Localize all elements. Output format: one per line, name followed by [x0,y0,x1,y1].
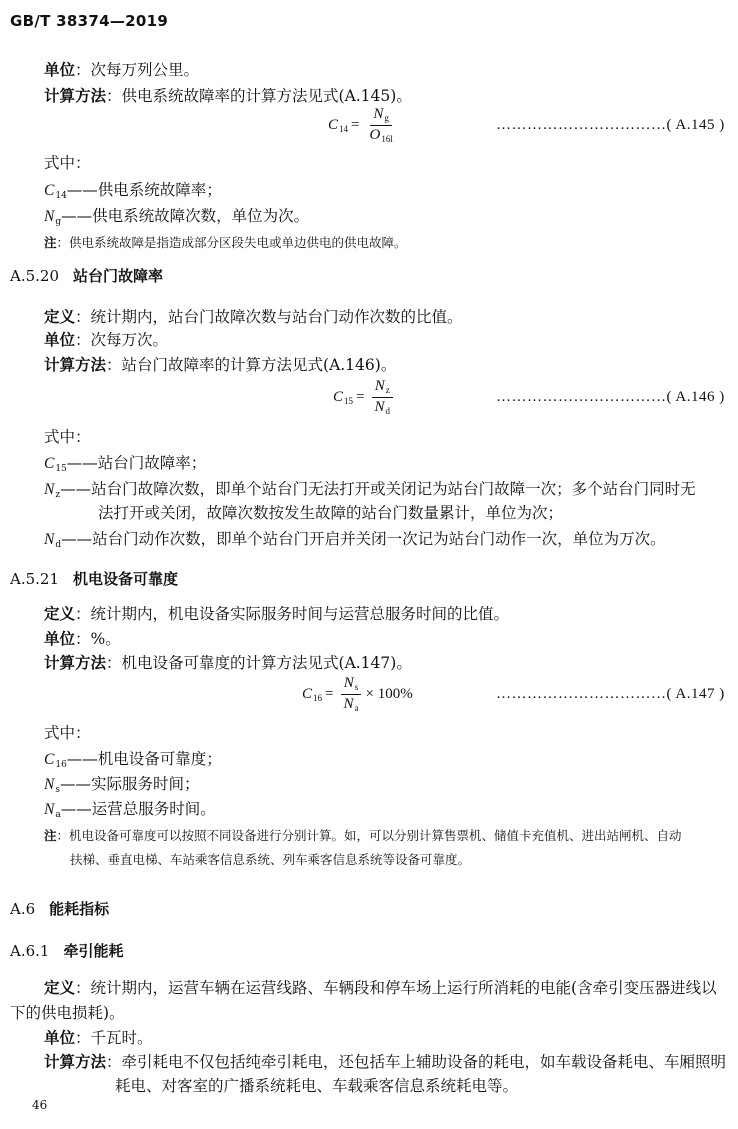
def-sub: 14 [55,191,67,201]
definition-line [44,602,509,624]
definition-continuation: 下的供电损耗)。 [10,1004,125,1022]
denominator-symbol: N [343,696,354,712]
method-text: ：牵引耗电不仅包括纯牵引耗电，还包括车上辅助设备的耗电，如车载设备耗电、车厢照明 [106,1053,727,1071]
method-line [44,1050,726,1072]
section-heading [10,265,163,286]
method-label: 计算方法 [44,87,107,105]
method-continuation: 耗电、对客室的广播系统耗电、车载乘客信息系统耗电等。 [115,1077,519,1095]
formula-lhs-sub: 16 [313,692,323,703]
definition-row [44,527,666,549]
def-symbol: N [44,776,55,793]
def-symbol: N [44,208,55,225]
definition-text: ：统计期内，机电设备实际服务时间与运营总服务时间的比值。 [75,605,510,623]
denominator-sub: d [385,406,390,416]
definition-line [44,305,463,327]
where-label: 式中： [44,724,91,742]
section-title: 站台门故障率 [73,267,164,285]
leader-dots: …………………………… [496,117,667,133]
method-line [44,651,412,673]
def-text: ——站台门故障率； [66,454,207,472]
numerator-symbol: N [343,675,354,691]
leader-dots: …………………………… [496,389,667,405]
section-title: 机电设备可靠度 [73,570,179,588]
leader-dots: …………………………… [496,686,667,702]
definition-row [44,178,222,200]
def-sub: g [55,217,62,227]
def-symbol: N [44,481,55,498]
formula-fraction [366,106,395,145]
page-number: 46 [32,1098,48,1112]
note-continuation: 扶梯、垂直电梯、车站乘客信息系统、列车乘客信息系统等设备可靠度。 [70,852,471,867]
definition-row [44,797,216,819]
def-symbol: C [44,751,55,768]
method-label: 计算方法 [44,654,107,672]
equation-label: ( A.145 ) [666,117,725,133]
formula-lhs-sub: 14 [339,123,349,134]
definition-text: ：统计期内，站台门故障次数与站台门动作次数的比值。 [75,308,463,326]
unit-text: ：%。 [75,630,121,648]
def-sub: s [55,785,60,795]
definition-label: 定义 [44,308,76,326]
def-text: ——实际服务时间； [59,775,200,793]
unit-line [44,627,121,649]
section-number: A.6.1 [10,942,50,960]
section-number: A.6 [10,900,36,918]
unit-line [44,58,199,80]
numerator-symbol: N [373,106,384,122]
definition-label: 定义 [44,605,76,623]
section-number: A.5.20 [10,267,59,285]
def-sub: 15 [55,464,67,474]
numerator-sub: z [385,385,390,395]
equation-label: ( A.147 ) [666,686,725,702]
definition-row [44,747,222,769]
method-text: ：供电系统故障率的计算方法见式(A.145)。 [106,87,412,105]
def-text: ——供电系统故障次数，单位为次。 [61,207,310,225]
note-label: 注 [44,235,57,250]
section-title: 牵引能耗 [63,942,124,960]
unit-text: ：千瓦时。 [75,1029,153,1047]
denominator-symbol: O [369,127,381,143]
where-label: 式中： [44,428,91,446]
formula-lhs-sub: 15 [344,395,354,406]
method-label: 计算方法 [44,356,107,374]
formula-lhs: C [328,117,339,133]
unit-line [44,328,168,350]
definition-continuation: 法打开或关闭，故障次数按发生故障的站台门数量累计，单位为次； [98,504,564,522]
unit-label: 单位 [44,331,76,349]
note-text: ：机电设备可靠度可以按照不同设备进行分别计算。如，可以分别计算售票机、储值卡充值机、进出站闸机、自动 [56,828,682,843]
def-sub: 16 [55,760,67,770]
unit-text: ：次每万次。 [75,331,169,349]
definition-row [44,477,696,499]
where-label: 式中： [44,154,91,172]
equation-number [496,389,725,406]
method-text: ：站台门故障率的计算方法见式(A.146)。 [106,356,397,374]
denominator-sub: 16l [381,134,393,144]
def-sub: d [55,540,62,550]
equation-number [496,686,725,703]
method-line [44,84,412,106]
formula-fraction [340,675,361,714]
formula-multiplier: × 100% [365,686,413,702]
unit-line [44,1026,153,1048]
section-heading [10,898,109,919]
section-title: 能耗指标 [49,900,110,918]
def-text: ——站台门故障次数，即单个站台门无法打开或关闭记为站台门故障一次；多个站台门同时无 [60,480,696,498]
method-line [44,353,396,375]
denominator-sub: a [354,703,359,713]
document-id: GB/T 38374—2019 [10,12,169,30]
method-label: 计算方法 [44,1053,107,1071]
unit-label: 单位 [44,61,76,79]
numerator-sub: g [384,113,389,123]
method-text: ：机电设备可靠度的计算方法见式(A.147)。 [106,654,412,672]
def-symbol: N [44,531,55,548]
definition-row [44,204,309,226]
definition-text: ：统计期内，运营车辆在运营线路、车辆段和停车场上运行所消耗的电能(含牵引变压器进线以 [75,979,717,997]
section-number: A.5.21 [10,570,59,588]
unit-text: ：次每万列公里。 [75,61,200,79]
definition-row [44,772,199,794]
note-label: 注 [44,828,57,843]
formula-fraction [371,378,393,417]
def-text: ——供电系统故障率； [66,181,222,199]
formula-a146: C 15 = $\frac{N_z}{N_d}$ [333,378,397,417]
equation-label: ( A.146 ) [666,389,725,405]
def-sub: a [55,810,61,820]
numerator-symbol: N [374,378,385,394]
formula-lhs: C [333,389,344,405]
def-symbol: C [44,182,55,199]
definition-row [44,451,206,473]
definition-label: 定义 [44,979,76,997]
unit-label: 单位 [44,630,76,648]
section-heading [10,940,123,961]
formula-a147: C 16 = $\frac{N_s}{N_a}$ × 100% [302,675,413,713]
formula-a145: C 14 = $\frac{N_g}{O_{16l}}$ [328,106,400,145]
formula-lhs: C [302,686,313,702]
def-text: ——运营总服务时间。 [60,800,216,818]
def-sub: z [55,490,61,500]
equation-number [496,117,725,134]
note-text: ：供电系统故障是指造成部分区段失电或单边供电的供电故障。 [56,235,407,250]
note-line [44,826,682,844]
numerator-sub: s [354,682,359,692]
def-symbol: C [44,455,55,472]
def-symbol: N [44,801,55,818]
unit-label: 单位 [44,1029,76,1047]
denominator-symbol: N [374,399,385,415]
def-text: ——站台门动作次数，即单个站台门开启并关闭一次记为站台门动作一次，单位为万次。 [61,530,666,548]
note-line [44,233,407,251]
section-heading [10,568,178,589]
definition-line [44,976,717,998]
def-text: ——机电设备可靠度； [66,750,222,768]
